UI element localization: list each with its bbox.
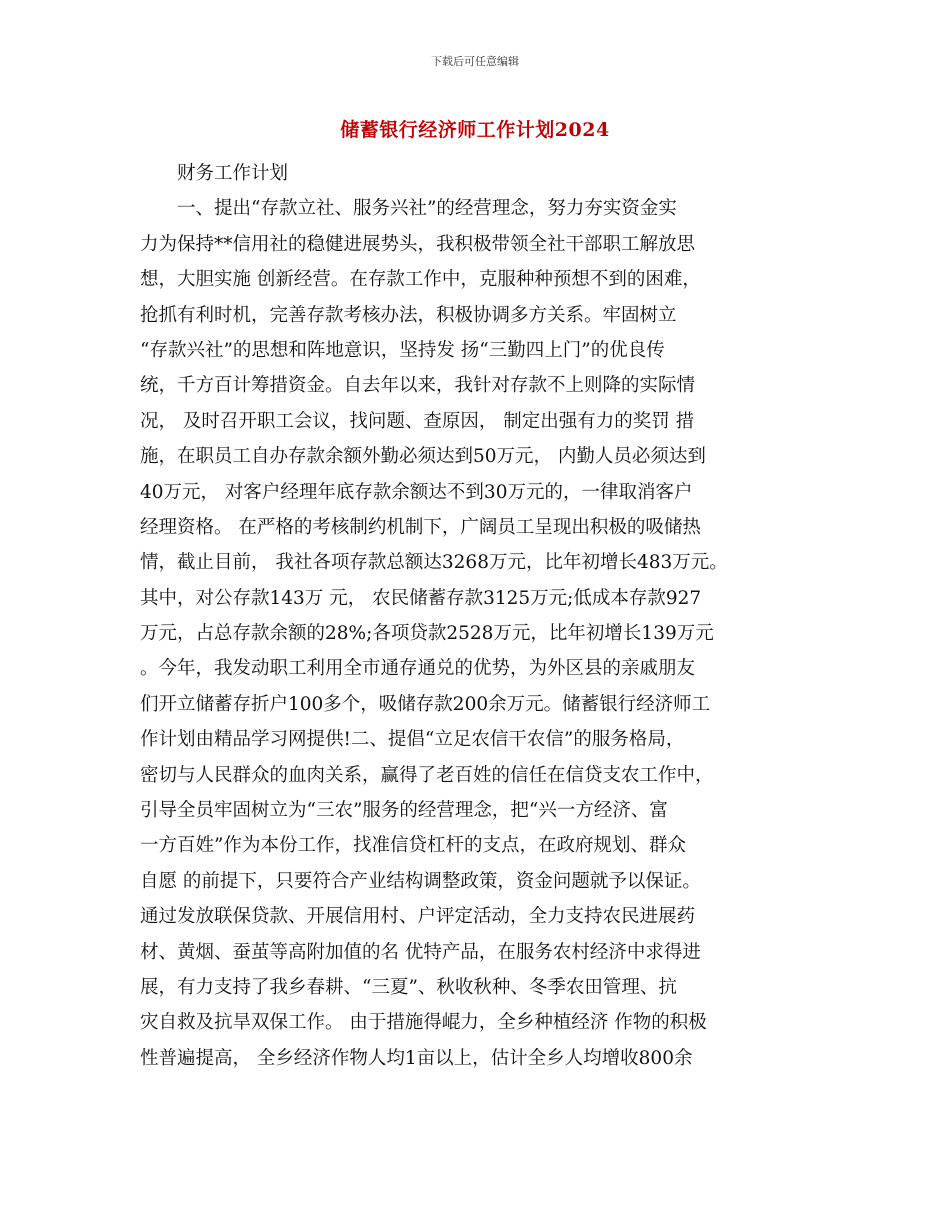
body-line: 其中，对公存款143万 元， 农民储蓄存款3125万元;低成本存款927 <box>140 587 702 609</box>
page-header-caption: 下载后可任意编辑 <box>431 55 519 68</box>
body-line: 灾自救及抗旱双保工作。 由于措施得崐力，全乡种植经济 作物的积极 <box>140 1012 707 1034</box>
body-line: 40万元， 对客户经理年底存款余额达不到30万元的，一律取消客户 <box>140 481 693 503</box>
document-body <box>140 156 810 1076</box>
body-line: 一、提出“存款立社、服务兴社”的经营理念，努力夯实资金实 <box>177 198 677 220</box>
body-line-section-heading: 财务工作计划 <box>177 163 289 184</box>
body-line: 况， 及时召开职工会议，找问题、查原因， 制定出强有力的奖罚 措 <box>140 410 695 432</box>
body-line: 性普遍提高， 全乡经济作物人均1亩以上，估计全乡人均增收800余 <box>140 1047 693 1069</box>
body-line: 经理资格。 在严格的考核制约机制下，广阔员工呈现出积极的吸储热 <box>140 516 701 538</box>
body-line: 通过发放联保贷款、开展信用村、户评定活动，全力支持农民进展药 <box>140 906 696 928</box>
body-line: 想，大胆实施 创新经营。在存款工作中，克服种种预想不到的困难， <box>140 269 701 291</box>
body-line: 力为保持**信用社的稳健进展势头，我积极带领全社干部职工解放思 <box>140 233 696 255</box>
body-line: 自愿 的前提下，只要符合产业结构调整政策，资金问题就予以保证。 <box>140 870 701 892</box>
body-line: 情，截止目前， 我社各项存款总额达3268万元，比年初增长483万元。 <box>140 552 728 574</box>
body-line: 展，有力支持了我乡春耕、“三夏”、秋收秋种、冬季农田管理、抗 <box>140 976 677 998</box>
body-line: 施，在职员工自办存款余额外勤必须达到50万元， 内勤人员必须达到 <box>140 446 706 468</box>
body-line: 一方百姓”作为本份工作，找准信贷杠杆的支点，在政府规划、群众 <box>140 835 686 857</box>
body-line: 引导全员牢固树立为“三农”服务的经营理念，把“兴一方经济、富 <box>140 800 668 822</box>
body-line: 们开立储蓄存折户100多个，吸储存款200余万元。储蓄银行经济师工 <box>140 693 711 715</box>
document-title: 储蓄银行经济师工作计划2024 <box>340 119 610 141</box>
body-line: “存款兴社”的思想和阵地意识，坚持发 扬“三勤四上门”的优良传 <box>140 339 665 361</box>
body-line: 统，千方百计筹措资金。自去年以来，我针对存款不上则降的实际情 <box>140 375 696 397</box>
body-line: 。今年，我发动职工利用全市通存通兑的优势，为外区县的亲戚朋友 <box>140 658 696 680</box>
body-line: 密切与人民群众的血肉关系，赢得了老百姓的信任在信贷支农工作中， <box>140 764 714 786</box>
body-line: 抢抓有利时机，完善存款考核办法，积极协调多方关系。牢固树立 <box>140 304 677 326</box>
body-line: 材、黄烟、蚕茧等高附加值的名 优特产品，在服务农村经济中求得进 <box>140 941 701 963</box>
body-line: 万元，占总存款余额的28%;各项贷款2528万元，比年初增长139万元 <box>140 623 714 645</box>
body-line: 作计划由精品学习网提供!二、提倡“立足农信干农信”的服务格局， <box>140 729 685 751</box>
